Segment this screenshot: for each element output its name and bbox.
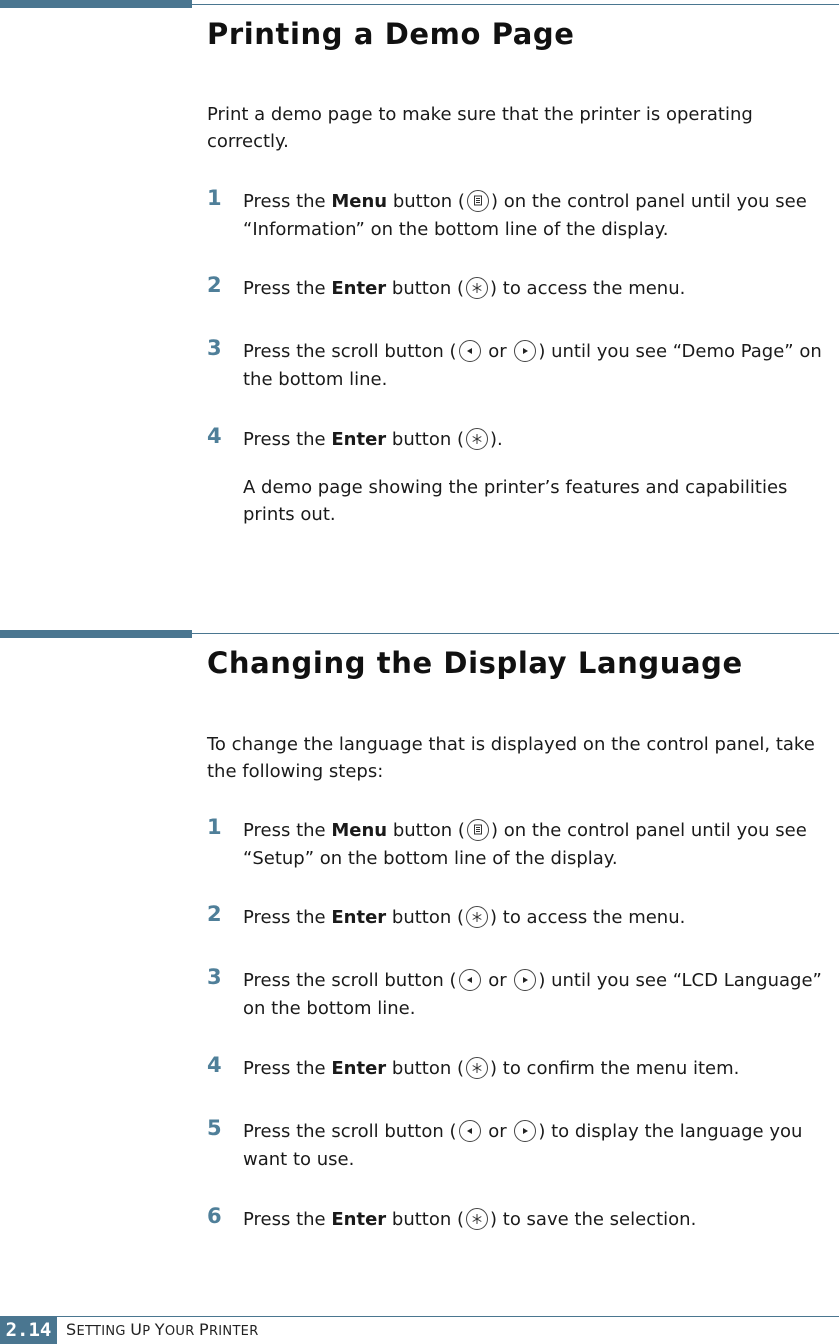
step-text: Press the Enter button ( ) to confirm the menu item. bbox=[243, 1058, 740, 1079]
step-number: 2 bbox=[207, 902, 222, 926]
step-number: 5 bbox=[207, 1116, 222, 1140]
step-number: 1 bbox=[207, 815, 222, 839]
step-text: Press the scroll button ( or ) until you see “Demo Page” on the bottom line. bbox=[243, 341, 822, 390]
step-number: 4 bbox=[207, 1053, 222, 1077]
footer-rule bbox=[57, 1316, 839, 1317]
section-intro: Print a demo page to make sure that the printer is operating correctly. bbox=[207, 104, 753, 152]
enter-keyword: Enter bbox=[331, 1209, 387, 1230]
enter-button-icon bbox=[466, 906, 488, 928]
page-number: 2.14 bbox=[0, 1316, 57, 1344]
section-bar bbox=[0, 0, 192, 8]
step-text: Press the Enter button ( ) to access the menu. bbox=[243, 907, 686, 928]
scroll-right-button-icon bbox=[514, 969, 536, 991]
step-text: Press the Menu button ( ) on the control panel until you see “Setup” on the bottom line of the display. bbox=[243, 820, 807, 869]
step-text: Press the Enter button ( ). bbox=[243, 429, 503, 450]
menu-button-icon bbox=[467, 190, 489, 212]
enter-keyword: Enter bbox=[331, 907, 387, 928]
section-title: Printing a Demo Page bbox=[207, 17, 575, 51]
step-number: 6 bbox=[207, 1204, 222, 1228]
step-text: Press the Enter button ( ) to access the menu. bbox=[243, 278, 686, 299]
step-number: 4 bbox=[207, 424, 222, 448]
section-rule bbox=[192, 633, 839, 634]
menu-keyword: Menu bbox=[331, 820, 388, 841]
step-text: Press the scroll button ( or ) until you see “LCD Language” on the bottom line. bbox=[243, 970, 822, 1019]
enter-keyword: Enter bbox=[331, 278, 387, 299]
scroll-right-button-icon bbox=[514, 1120, 536, 1142]
section-bar bbox=[0, 630, 192, 638]
enter-keyword: Enter bbox=[331, 1058, 387, 1079]
menu-keyword: Menu bbox=[331, 191, 388, 212]
scroll-left-button-icon bbox=[459, 1120, 481, 1142]
enter-button-icon bbox=[466, 428, 488, 450]
scroll-left-button-icon bbox=[459, 969, 481, 991]
menu-button-icon bbox=[467, 819, 489, 841]
scroll-right-button-icon bbox=[514, 340, 536, 362]
section-rule bbox=[192, 4, 839, 5]
section-title: Changing the Display Language bbox=[207, 646, 743, 680]
step-number: 1 bbox=[207, 186, 222, 210]
scroll-left-button-icon bbox=[459, 340, 481, 362]
step-number: 2 bbox=[207, 273, 222, 297]
step-text: Press the scroll button ( or ) to display the language you want to use. bbox=[243, 1121, 803, 1170]
enter-button-icon bbox=[466, 1208, 488, 1230]
enter-keyword: Enter bbox=[331, 429, 387, 450]
section-intro: To change the language that is displayed on the control panel, take the following steps: bbox=[207, 734, 815, 782]
enter-button-icon bbox=[466, 1057, 488, 1079]
enter-button-icon bbox=[466, 277, 488, 299]
chapter-title: SETTING UP YOUR PRINTER bbox=[66, 1320, 259, 1339]
step-text: Press the Enter button ( ) to save the selection. bbox=[243, 1209, 697, 1230]
step-text: Press the Menu button ( ) on the control panel until you see “Information” on the bottom line of the display. bbox=[243, 191, 807, 240]
step-number: 3 bbox=[207, 336, 222, 360]
step-note: A demo page showing the printer’s features and capabilities prints out. bbox=[243, 477, 788, 525]
step-number: 3 bbox=[207, 965, 222, 989]
